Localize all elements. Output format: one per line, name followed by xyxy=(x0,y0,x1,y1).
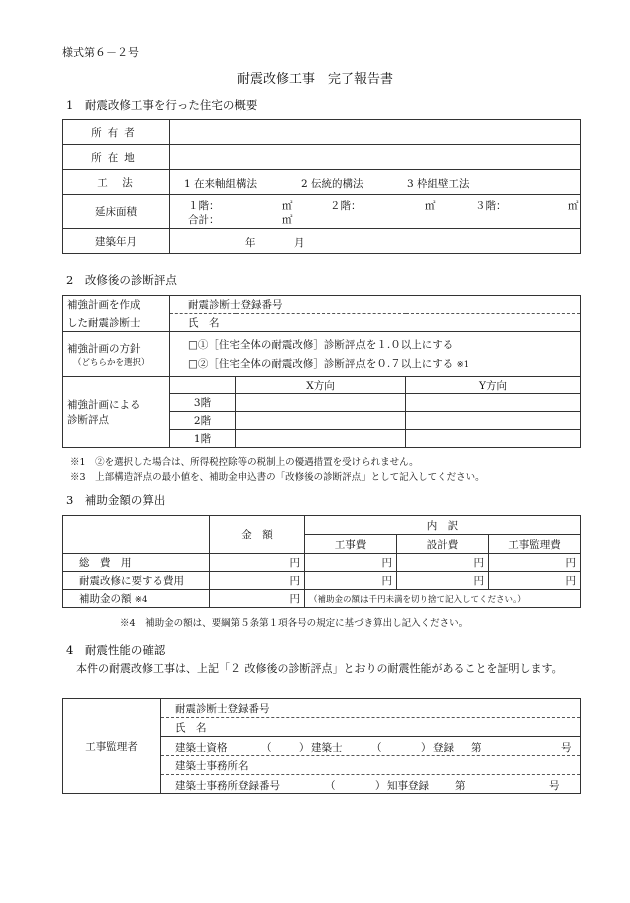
subsidy-table xyxy=(62,515,581,608)
month-label: 月 xyxy=(294,237,305,249)
subsidy-label: 補助金の額 ※4 xyxy=(63,590,210,608)
total-construction[interactable]: 円 xyxy=(305,554,397,572)
floor1-label: １階： xyxy=(188,200,220,212)
owner-label: 所有者 xyxy=(63,120,170,145)
score-header-blank xyxy=(170,377,236,394)
floor-3-label: 3階 xyxy=(170,394,236,412)
score-label-2: 診断評点 xyxy=(67,414,109,426)
note-4: ※4 補助金の額は、要綱第５条第１項各号の規定に基づき算出し記入ください。 xyxy=(120,618,469,629)
unit-m2: ㎡ xyxy=(282,214,293,226)
subsidy-inline-note: （補助金の額は千円未満を切り捨て記入してください。） xyxy=(305,590,581,608)
policy-option-1[interactable]: □①［住宅全体の耐震改修］診断評点を１.０以上にする xyxy=(188,339,454,351)
retrofit-supervision[interactable]: 円 xyxy=(489,572,581,590)
policy-label-cell xyxy=(63,332,170,377)
built-label: 建築年月 xyxy=(63,229,170,254)
unit-m2: ㎡ xyxy=(568,200,579,212)
amount-header: 金 額 xyxy=(210,516,305,554)
supervisor-office-name[interactable]: 建築士事務所名 xyxy=(161,756,581,775)
method-option-3[interactable]: 3 枠組壁工法 xyxy=(407,178,470,190)
certification-statement: 本件の耐震改修工事は、上記「２ 改修後の診断評点」とおりの耐震性能があることを証明します。 xyxy=(76,662,563,675)
location-label: 所在地 xyxy=(63,145,170,170)
floor-3-y[interactable] xyxy=(406,394,581,412)
retrofit-cost-amount[interactable]: 円 xyxy=(210,572,305,590)
floor-1-x[interactable] xyxy=(236,430,406,448)
blank-header xyxy=(63,516,210,554)
floor-1-y[interactable] xyxy=(406,430,581,448)
form-number: 様式第６－２号 xyxy=(62,46,139,59)
floor-2-y[interactable] xyxy=(406,412,581,430)
method-option-1[interactable]: 1 在来軸組構法 xyxy=(184,178,258,190)
floor-area-label: 延床面積 xyxy=(63,195,170,229)
total-design[interactable]: 円 xyxy=(397,554,489,572)
unit-m2: ㎡ xyxy=(282,200,293,212)
floor-area-fields[interactable] xyxy=(170,195,581,229)
retrofit-construction[interactable]: 円 xyxy=(305,572,397,590)
diag-label: 補強計画を作成 xyxy=(63,296,170,314)
supervisor-reg-no[interactable]: 耐震診断士登録番号 xyxy=(161,699,581,718)
retrofit-cost-label: 耐震改修に要する費用 xyxy=(63,572,210,590)
x-direction-header: X方向 xyxy=(236,377,406,394)
diag-reg-no[interactable]: 耐震診断士登録番号 xyxy=(170,296,581,314)
diag-name[interactable]: 氏 名 xyxy=(170,314,581,332)
note-1: ※1 ②を選択した場合は、所得税控除等の税制上の優遇措置を受けられません。 xyxy=(70,457,419,468)
diagnosis-table xyxy=(62,295,581,448)
supervisor-qualification[interactable]: 建築士資格 （ ） 建築士 （ ） 登録 第 号 xyxy=(161,737,581,756)
total-supervision[interactable]: 円 xyxy=(489,554,581,572)
supervisor-table xyxy=(62,698,581,794)
construction-header: 工事費 xyxy=(305,535,397,554)
method-label: 工 法 xyxy=(63,170,170,195)
supervisor-name[interactable]: 氏 名 xyxy=(161,718,581,737)
policy-label: 補強計画の方針 xyxy=(67,342,141,355)
section2-heading: 2 改修後の診断評点 xyxy=(66,273,177,287)
supervisor-label: 工事監理者 xyxy=(63,699,161,794)
policy-option-2[interactable]: □②［住宅全体の耐震改修］診断評点を０.７以上にする ※1 xyxy=(188,358,470,370)
section1-heading: 1 耐震改修工事を行った住宅の概要 xyxy=(66,98,258,112)
retrofit-design[interactable]: 円 xyxy=(397,572,489,590)
floor2-label: ２階： xyxy=(330,200,362,212)
method-option-2[interactable]: 2 伝統的構法 xyxy=(301,178,364,190)
total-label: 合計： xyxy=(188,214,220,226)
supervisor-office-reg[interactable]: 建築士事務所登録番号 （ ） 知事登録 第 号 xyxy=(161,775,581,794)
breakdown-header: 内 訳 xyxy=(305,516,581,535)
owner-field[interactable] xyxy=(170,120,581,145)
built-date-field[interactable] xyxy=(170,229,581,254)
subsidy-amount[interactable]: 円 xyxy=(210,590,305,608)
floor-2-label: 2階 xyxy=(170,412,236,430)
method-options[interactable] xyxy=(170,170,581,195)
total-cost-amount[interactable]: 円 xyxy=(210,554,305,572)
unit-m2: ㎡ xyxy=(425,200,436,212)
score-label: 補強計画による xyxy=(67,399,141,411)
policy-sub: （どちらかを選択） xyxy=(73,357,150,368)
policy-options xyxy=(170,332,581,377)
score-label-cell xyxy=(63,377,170,448)
total-cost-label: 総 費 用 xyxy=(63,554,210,572)
year-label: 年 xyxy=(245,237,256,249)
supervision-header: 工事監理費 xyxy=(489,535,581,554)
section3-heading: 3 補助金額の算出 xyxy=(66,493,166,507)
y-direction-header: Y方向 xyxy=(406,377,581,394)
overview-table xyxy=(62,119,581,254)
floor-3-x[interactable] xyxy=(236,394,406,412)
design-header: 設計費 xyxy=(397,535,489,554)
floor-2-x[interactable] xyxy=(236,412,406,430)
location-field[interactable] xyxy=(170,145,581,170)
floor-1-label: 1階 xyxy=(170,430,236,448)
section4-heading: 4 耐震性能の確認 xyxy=(66,643,166,657)
floor3-label: ３階： xyxy=(475,200,507,212)
note-3: ※3 上部構造評点の最小値を、補助金申込書の「改修後の診断評点」として記入してください。 xyxy=(70,472,485,483)
diag-label-2: した耐震診断士 xyxy=(63,314,170,332)
page-title: 耐震改修工事 完了報告書 xyxy=(236,72,393,87)
